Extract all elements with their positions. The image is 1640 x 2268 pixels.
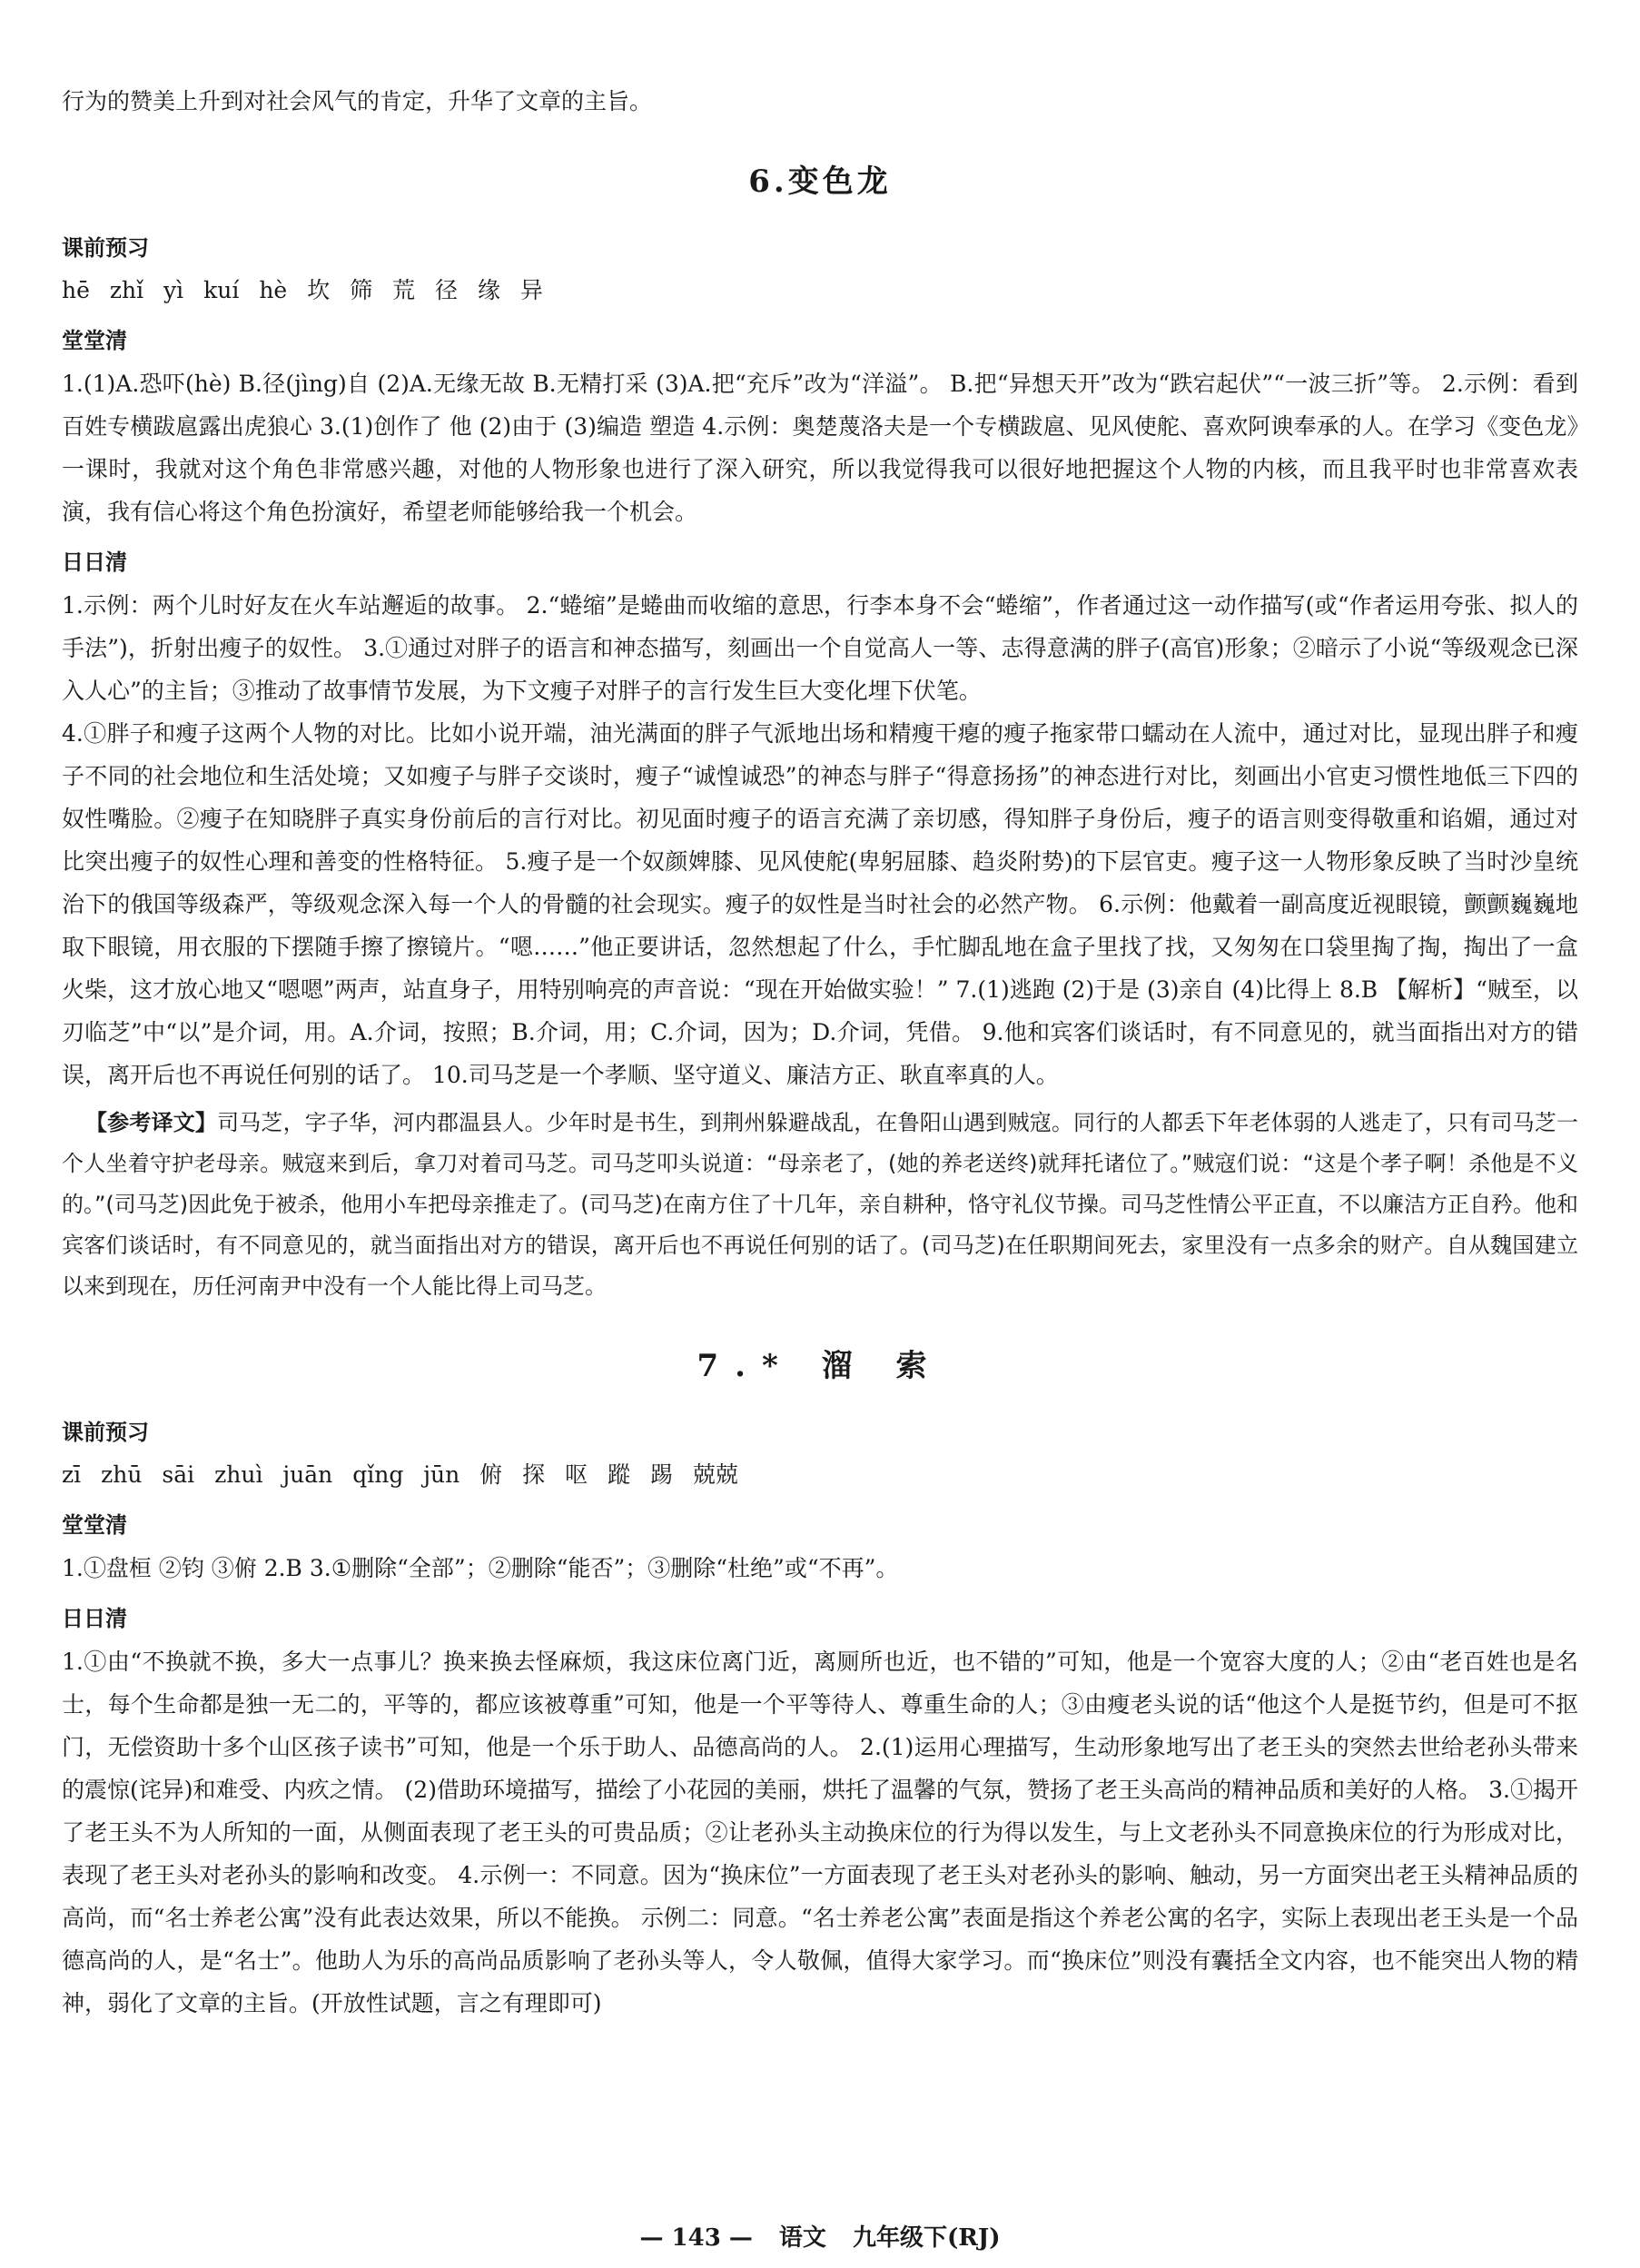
lesson6-daily-answers-2: 4.①胖子和瘦子这两个人物的对比。比如小说开端，油光满面的胖子气派地出场和精瘦干瘪的瘦子拖家带口蠕动在人流中，通过对比，显现出胖子和瘦子不同的社会地位和生活处境；又如瘦子与胖子交谈时，瘦子“诚惶诚恐”的神态与胖子“得意扬扬”的神态进行对比，刻画出小官吏习惯性地低三下四的奴性嘴脸。②瘦子在知晓胖子真实身份前后的言行对比。初见面时瘦子的语言充满了亲切感，得知胖子身份后，瘦子的语言则变得敬重和谄媚，通过对比突出瘦子的奴性心理和善变的性格特征。 5.瘦子是一个奴颜婢膝、见风使舵(卑躬屈膝、趋炎附势)的下层官吏。瘦子这一人物形象反映了当时沙皇统治下的俄国等级森严，等级观念深入每一个人的骨髓的社会现实。瘦子的奴性是当时社会的必然产物。 6.示例：他戴着一副高度近视眼镜，颤颤巍巍地取下眼镜，用衣服的下摆随手擦了擦镜片。“嗯……”他正要讲话，忽然想起了什么，手忙脚乱地在盒子里找了找，又匆匆在口袋里掏了掏，掏出了一盒火柴，这才放心地又“嗯嗯”两声，站直身子，用特别响亮的声音说：“现在开始做实验！” 7.(1)逃跑 (2)于是 (3)亲自 (4)比得上 8.B 【解析】“贼至，以刃临芝”中“以”是介词，用。A.介词，按照；B.介词，用；C.介词，因为；D.介词，凭借。 9.他和宾客们谈话时，有不同意见的，就当面指出对方的错误，离开后也不再说任何别的话了。 10.司马芝是一个孝顺、坚守道义、廉洁方正、耿直率真的人。 [62, 720, 1578, 1088]
lesson7-daily-answers: 1.①由“不换就不换，多大一点事儿？换来换去怪麻烦，我这床位离门近，离厕所也近，也不错的”可知，他是一个宽容大度的人；②由“老百姓也是名士，每个生命都是独一无二的，平等的，都应该被尊重”可知，他是一个平等待人、尊重生命的人；③由瘦老头说的话“他这个人是挺节约，但是可不抠门，无偿资助十多个山区孩子读书”可知，他是一个乐于助人、品德高尚的人。 2.(1)运用心理描写，生动形象地写出了老王头的突然去世给老孙头带来的震惊(诧异)和难受、内疚之情。 (2)借助环境描写，描绘了小花园的美丽，烘托了温馨的气氛，赞扬了老王头高尚的精神品质和美好的人格。 3.①揭开了老王头不为人所知的一面，从侧面表现了老王头的可贵品质；②让老孙头主动换床位的行为得以发生，与上文老孙头不同意换床位的行为形成对比，表现了老王头对老孙头的影响和改变。 4.示例一：不同意。因为“换床位”一方面表现了老王头对老孙头的影响、触动，另一方面突出老王头精神品质的高尚，而“名士养老公寓”没有此表达效果，所以不能换。 示例二：同意。“名士养老公寓”表面是指这个养老公寓的名字，实际上表现出老王头是一个品德高尚的人，是“名士”。他助人为乐的高尚品质影响了老孙头等人，令人敬佩，值得大家学习。而“换床位”则没有囊括全文内容，也不能突出人物的精神，弱化了文章的主旨。(开放性试题，言之有理即可) [62, 1649, 1578, 2016]
lesson6-preview-label: 课前预习 [62, 235, 149, 261]
intro-line: 行为的赞美上升到对社会风气的肯定，升华了文章的主旨。 [62, 88, 653, 114]
lesson6-daily-answers-1: 1.示例：两个儿时好友在火车站邂逅的故事。 2.“蜷缩”是蜷曲而收缩的意思，行李本身不会“蜷缩”，作者通过这一动作描写(或“作者运用夸张、拟人的手法”)，折射出瘦子的奴性。 3.①通过对胖子的语言和神态描写，刻画出一个自觉高人一等、志得意满的胖子(高官)形象；②暗示了小说“等级观念已深入人心”的主旨；③推动了故事情节发展，为下文瘦子对胖子的言行发生巨大变化埋下伏笔。 [62, 592, 1578, 704]
lesson6-class-answers: 1.(1)A.恐吓(hè) B.径(jìng)自 (2)A.无缘无故 B.无精打采 (3)A.把“充斥”改为“洋溢”。 B.把“异想天开”改为“跌宕起伏”“一波三折”等。 2.示例：看到百姓专横跋扈露出虎狼心 3.(1)创作了 他 (2)由于 (3)编造 塑造 4.示例：奥楚蔑洛夫是一个专横跋扈、见风使舵、喜欢阿谀奉承的人。在学习《变色龙》一课时，我就对这个角色非常感兴趣，对他的人物形象也进行了深入研究，所以我觉得我可以很好地把握这个人物的内核，而且我平时也非常喜欢表演，我有信心将这个角色扮演好，希望老师能够给我一个机会。 [62, 371, 1578, 525]
reference-translation-text: 司马芝，字子华，河内郡温县人。少年时是书生，到荆州躲避战乱，在鲁阳山遇到贼寇。同行的人都丢下年老体弱的人逃走了，只有司马芝一个人坐着守护老母亲。贼寇来到后，拿刀对着司马芝。司马芝叩头说道：“母亲老了，(她的养老送终)就拜托诸位了。”贼寇们说：“这是个孝子啊！杀他是不义的。”(司马芝)因此免于被杀，他用小车把母亲推走了。(司马芝)在南方住了十几年，亲自耕种，恪守礼仪节操。司马芝性情公平正直，不以廉洁方正自矜。他和宾客们谈话时，有不同意见的，就当面指出对方的错误，离开后也不再说任何别的话了。(司马芝)在任职期间死去，家里没有一点多余的财产。自从魏国建立以来到现在，历任河南尹中没有一个人能比得上司马芝。 [62, 1110, 1578, 1299]
lesson6-reference-translation [62, 1102, 1578, 1307]
footer-subject: 语文 [778, 2224, 826, 2252]
footer-grade: 九年级下(RJ) [853, 2224, 1001, 2252]
lesson7-preview-label: 课前预习 [62, 1420, 149, 1445]
reference-translation-label: 【参考译文】 [85, 1109, 218, 1135]
page-footer [0, 2220, 1640, 2256]
lesson7-daily-label: 日日清 [62, 1606, 127, 1631]
lesson7-class-answers: 1.①盘桓 ②钧 ③俯 2.B 3.①删除“全部”；②删除“能否”；③删除“杜绝”或“不再”。 [62, 1555, 899, 1581]
lesson6-class-label: 堂堂清 [62, 328, 127, 353]
lesson6-daily-label: 日日清 [62, 550, 127, 575]
lesson7-title: 7.* 溜 索 [697, 1348, 943, 1384]
answer-page [62, 80, 1578, 2025]
lesson7-pinyin-line: zī zhū sāi zhuì juān qǐng jūn 俯 探 呕 蹤 踢 兢兢 [62, 1461, 738, 1488]
lesson7-class-label: 堂堂清 [62, 1512, 127, 1538]
lesson6-title: 6.变色龙 [748, 163, 892, 200]
page-number: — 143 — [639, 2224, 753, 2252]
lesson6-pinyin-line: hē zhǐ yì kuí hè 坎 筛 荒 径 缘 异 [62, 277, 543, 303]
